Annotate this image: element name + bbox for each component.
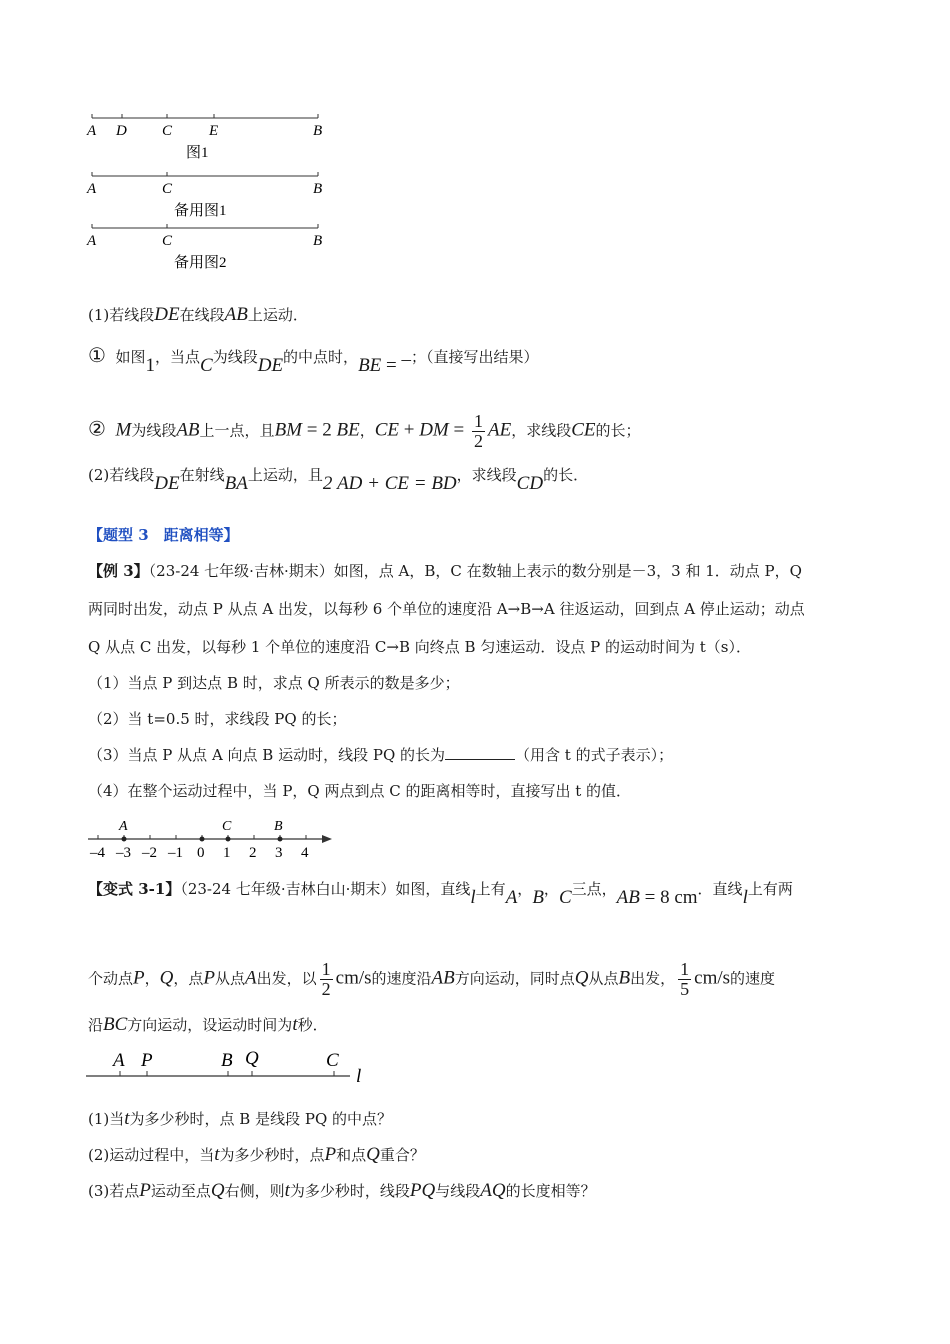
q1a-be: BE bbox=[358, 355, 382, 376]
vq3-a: (3)若点 bbox=[88, 1182, 140, 1200]
q2-equation: 2 AD + CE = BD bbox=[322, 473, 457, 494]
var31-sep1: ， bbox=[517, 880, 533, 898]
var31-l2-i: 的速度 bbox=[730, 969, 776, 988]
bk1-point-b: B bbox=[313, 181, 323, 197]
figure-1 bbox=[86, 114, 322, 161]
q2-text4: 的长． bbox=[543, 466, 589, 484]
ex3-label: 【例 3】 bbox=[88, 562, 149, 580]
vq3-pq: PQ bbox=[409, 1180, 436, 1201]
nl-label-a: A bbox=[119, 819, 128, 834]
vq3-aq: AQ bbox=[480, 1180, 506, 1201]
q1a-text5: ；（直接写出结果） bbox=[411, 348, 539, 366]
ex3-question-1: （1）当点 P 到达点 B 时，求点 Q 所表示的数是多少； bbox=[88, 674, 460, 692]
q1b-eq2: = bbox=[448, 419, 469, 441]
q1-mid: 在线段 bbox=[179, 306, 225, 324]
nl-tick-3: 3 bbox=[275, 845, 283, 861]
q1b-dm: DM bbox=[419, 419, 449, 441]
q2-text2: 上运动，且 bbox=[247, 466, 323, 484]
var31-l3-a: 沿 bbox=[88, 1016, 104, 1034]
q2-seg-de: DE bbox=[154, 473, 180, 494]
q1-suffix: 上运动． bbox=[247, 306, 308, 324]
q1b-text4: ，求线段 bbox=[511, 421, 572, 440]
q1-seg-de: DE bbox=[154, 304, 180, 325]
q2-text3: ，求线段 bbox=[456, 466, 517, 484]
var31-q: Q bbox=[159, 967, 174, 989]
var31-l2-d: 出发，以 bbox=[256, 969, 317, 988]
var31-l2-h: 出发， bbox=[630, 969, 676, 988]
var31-l3-b: 方向运动，设运动时间为 bbox=[127, 1016, 293, 1034]
bk1-caption: 备用图1 bbox=[174, 203, 227, 219]
ex3-q3-text1: （3）当点 P 从点 A 向点 B 运动时，线段 PQ 的长为 bbox=[88, 746, 446, 764]
bk2-point-b: B bbox=[313, 233, 323, 249]
ex3-q3-answer-blank[interactable] bbox=[445, 745, 515, 760]
var31-l2-f: 方向运动，同时点 bbox=[454, 969, 575, 988]
ex3-line1 bbox=[88, 560, 870, 582]
q2-prefix: (2)若线段 bbox=[88, 466, 155, 484]
q1b-ce: CE bbox=[374, 419, 399, 441]
var31-c1: ， bbox=[144, 969, 160, 988]
var31-b2: B bbox=[618, 967, 631, 989]
var31-ab2: AB bbox=[431, 967, 455, 989]
vq2-c: 和点 bbox=[336, 1146, 367, 1164]
var31-label: 【变式 3-1】 bbox=[88, 880, 181, 898]
ex3-question-2: （2）当 t=0.5 时，求线段 PQ 的长； bbox=[88, 710, 347, 728]
var31-q2: Q bbox=[574, 967, 589, 989]
point-b-dot bbox=[278, 837, 283, 842]
section-heading-3: 【题型 3 距离相等】 bbox=[88, 526, 239, 544]
bk2-caption: 备用图2 bbox=[174, 255, 227, 271]
question-2 bbox=[88, 464, 870, 494]
q1b-seg-ab: AB bbox=[176, 419, 200, 441]
line-l-figure bbox=[86, 1044, 376, 1090]
q1b-be: BE bbox=[336, 419, 360, 441]
var31-line3 bbox=[88, 1014, 870, 1036]
var31-text1: （23-24 七年级·吉林白山·期末）如图，直线 bbox=[180, 880, 471, 898]
var31-l2-e: 的速度沿 bbox=[371, 969, 432, 988]
q1b-frac-num: 1 bbox=[473, 411, 483, 431]
nl-tick-4: 4 bbox=[301, 845, 309, 861]
bk1-point-c: C bbox=[162, 181, 173, 197]
var31-l2-g: 从点 bbox=[588, 969, 619, 988]
var31-point-b: B bbox=[532, 887, 544, 908]
vq3-q: Q bbox=[210, 1180, 225, 1201]
nl-label-b: B bbox=[274, 819, 283, 834]
q1a-text3: 为线段 bbox=[212, 348, 258, 366]
fig1-point-a: A bbox=[87, 123, 97, 139]
var31-fraction-half bbox=[320, 960, 333, 999]
q2-ray-ba: BA bbox=[224, 473, 248, 494]
q1b-ae: AE bbox=[487, 419, 512, 441]
q1a-text2: ，当点 bbox=[155, 348, 201, 366]
vq2-q: Q bbox=[366, 1144, 380, 1165]
question-1b bbox=[88, 412, 870, 451]
nl-tick-m3: –3 bbox=[116, 845, 131, 861]
vq2-a: (2)运动过程中，当 bbox=[88, 1146, 215, 1164]
var31-question-1 bbox=[88, 1108, 870, 1130]
vq3-p: P bbox=[139, 1180, 151, 1201]
fig1-point-d: D bbox=[116, 123, 127, 139]
vq1-t: t bbox=[124, 1108, 130, 1129]
vq2-d: 重合？ bbox=[379, 1146, 425, 1164]
vq3-c: 右侧，则 bbox=[224, 1182, 285, 1200]
q1b-text5: 的长； bbox=[595, 421, 641, 440]
q1b-plus: + bbox=[398, 419, 420, 441]
question-1a bbox=[88, 343, 870, 376]
ex3-line2: 两同时出发，动点 P 从点 A 出发，以每秒 6 个单位的速度沿 A→B→A 往返运动，回到点 A 停止运动；动点 bbox=[88, 600, 805, 618]
point-o-dot bbox=[200, 837, 205, 842]
var31-f1-num: 1 bbox=[321, 959, 331, 979]
var31-unit2: cm/s bbox=[694, 967, 731, 989]
vq2-t: t bbox=[214, 1144, 220, 1165]
var31-text2: 上有 bbox=[475, 880, 506, 898]
var31-text4: ．直线 bbox=[697, 880, 743, 898]
nl-tick-1: 1 bbox=[223, 845, 231, 861]
var31-f2-num: 1 bbox=[680, 959, 690, 979]
var31-unit1: cm/s bbox=[335, 967, 372, 989]
lf-label-l: l bbox=[356, 1066, 362, 1087]
var31-l2-b: ，点 bbox=[173, 969, 204, 988]
q1a-answer-blank: – bbox=[401, 349, 411, 370]
vq3-t: t bbox=[284, 1180, 290, 1201]
lf-label-c: C bbox=[326, 1050, 339, 1071]
vq3-e: 与线段 bbox=[435, 1182, 481, 1200]
var31-question-2 bbox=[88, 1144, 870, 1166]
q1b-ce2: CE bbox=[571, 419, 596, 441]
ex3-question-3 bbox=[88, 744, 870, 766]
fig1-point-b: B bbox=[313, 123, 323, 139]
point-c-dot bbox=[226, 837, 231, 842]
q1a-fig: 1 bbox=[145, 355, 155, 376]
vq3-f: 的长度相等？ bbox=[505, 1182, 596, 1200]
var31-text5: 上有两 bbox=[747, 880, 793, 898]
number-line-figure bbox=[86, 815, 336, 863]
var31-line2 bbox=[88, 960, 870, 999]
bk2-point-c: C bbox=[162, 233, 173, 249]
backup-figure-2 bbox=[86, 224, 322, 271]
var31-question-3 bbox=[88, 1180, 870, 1202]
var31-fraction-fifth bbox=[678, 960, 691, 999]
nl-label-c: C bbox=[222, 819, 232, 834]
lf-label-a: A bbox=[113, 1050, 125, 1071]
q1b-eq1: = 2 bbox=[302, 419, 337, 441]
var31-line-l: l bbox=[470, 887, 476, 908]
var31-l2-c: 从点 bbox=[215, 969, 246, 988]
var31-ab: AB bbox=[616, 887, 640, 908]
var31-point-a: A bbox=[505, 887, 518, 908]
q1a-point-c: C bbox=[200, 355, 213, 376]
var31-line1 bbox=[88, 878, 870, 908]
var31-bc: BC bbox=[103, 1014, 128, 1035]
q1b-text3: ， bbox=[359, 421, 375, 440]
q1b-text2: 上一点，且 bbox=[199, 421, 275, 440]
var31-l3-c: 秒． bbox=[297, 1016, 328, 1034]
var31-sep2: ， bbox=[543, 880, 559, 898]
q1a-number: ① bbox=[88, 343, 106, 367]
var31-l2-a: 个动点 bbox=[88, 969, 134, 988]
bk1-point-a: A bbox=[87, 181, 97, 197]
nl-tick-2: 2 bbox=[249, 845, 257, 861]
backup-figure-1 bbox=[86, 172, 322, 219]
q1b-bm: BM bbox=[274, 419, 302, 441]
q1-seg-ab: AB bbox=[224, 304, 248, 325]
segment-figures bbox=[80, 108, 340, 278]
lf-label-p: P bbox=[141, 1050, 153, 1071]
var31-f1-den: 2 bbox=[321, 979, 331, 999]
var31-f2-den: 5 bbox=[680, 979, 690, 999]
q1b-fraction-half bbox=[472, 412, 485, 451]
q2-text1: 在射线 bbox=[179, 466, 225, 484]
var31-text3: 三点， bbox=[571, 880, 617, 898]
var31-line-l2: l bbox=[742, 887, 748, 908]
q1b-text1: 为线段 bbox=[131, 421, 177, 440]
fig1-point-e: E bbox=[209, 123, 219, 139]
nl-tick-m1: –1 bbox=[168, 845, 183, 861]
var31-p: P bbox=[133, 967, 145, 989]
q2-seg-cd: CD bbox=[516, 473, 544, 494]
ex3-text1: （23-24 七年级·吉林·期末）如图，点 A，B，C 在数轴上表示的数分别是－3，3 和 1．动点 P，Q bbox=[148, 562, 802, 580]
bk2-point-a: A bbox=[87, 233, 97, 249]
q1a-text4: 的中点时， bbox=[283, 348, 359, 366]
question-1 bbox=[88, 304, 870, 326]
q1b-frac-den: 2 bbox=[473, 431, 483, 451]
fig1-point-c: C bbox=[162, 123, 173, 139]
var31-point-c: C bbox=[558, 887, 572, 908]
q1a-text1: 如图 bbox=[115, 348, 146, 366]
vq2-p: P bbox=[324, 1144, 337, 1165]
fig1-caption: 图1 bbox=[186, 145, 209, 161]
ex3-q3-text2: （用含 t 的式子表示）； bbox=[515, 746, 674, 764]
q1a-seg-de: DE bbox=[257, 355, 284, 376]
vq3-d: 为多少秒时，线段 bbox=[289, 1182, 410, 1200]
vq2-b: 为多少秒时，点 bbox=[219, 1146, 325, 1164]
lf-label-q: Q bbox=[245, 1048, 259, 1069]
var31-t: t bbox=[292, 1014, 298, 1035]
var31-p2: P bbox=[203, 967, 215, 989]
var31-a2: A bbox=[245, 967, 257, 989]
vq3-b: 运动至点 bbox=[150, 1182, 211, 1200]
vq1-a: (1)当 bbox=[88, 1110, 125, 1128]
ex3-question-4: （4）在整个运动过程中，当 P，Q 两点到点 C 的距离相等时，直接写出 t 的值． bbox=[88, 782, 632, 800]
q1a-eq: = bbox=[381, 355, 402, 376]
ex3-line3: Q 从点 C 出发，以每秒 1 个单位的速度沿 C→B 向终点 B 匀速运动．设点 P 的运动时间为 t（s）． bbox=[88, 638, 751, 656]
vq1-b: 为多少秒时，点 B 是线段 PQ 的中点？ bbox=[129, 1110, 393, 1128]
point-a-dot bbox=[122, 837, 127, 842]
nl-tick-m2: –2 bbox=[142, 845, 157, 861]
lf-label-b: B bbox=[221, 1050, 233, 1071]
nl-tick-0: 0 bbox=[197, 845, 205, 861]
nl-tick-m4: –4 bbox=[90, 845, 105, 861]
q1-prefix: (1)若线段 bbox=[88, 306, 155, 324]
q1b-number: ② bbox=[88, 416, 106, 441]
var31-eq: = 8 cm bbox=[639, 887, 698, 908]
q1b-point-m: M bbox=[115, 419, 132, 441]
